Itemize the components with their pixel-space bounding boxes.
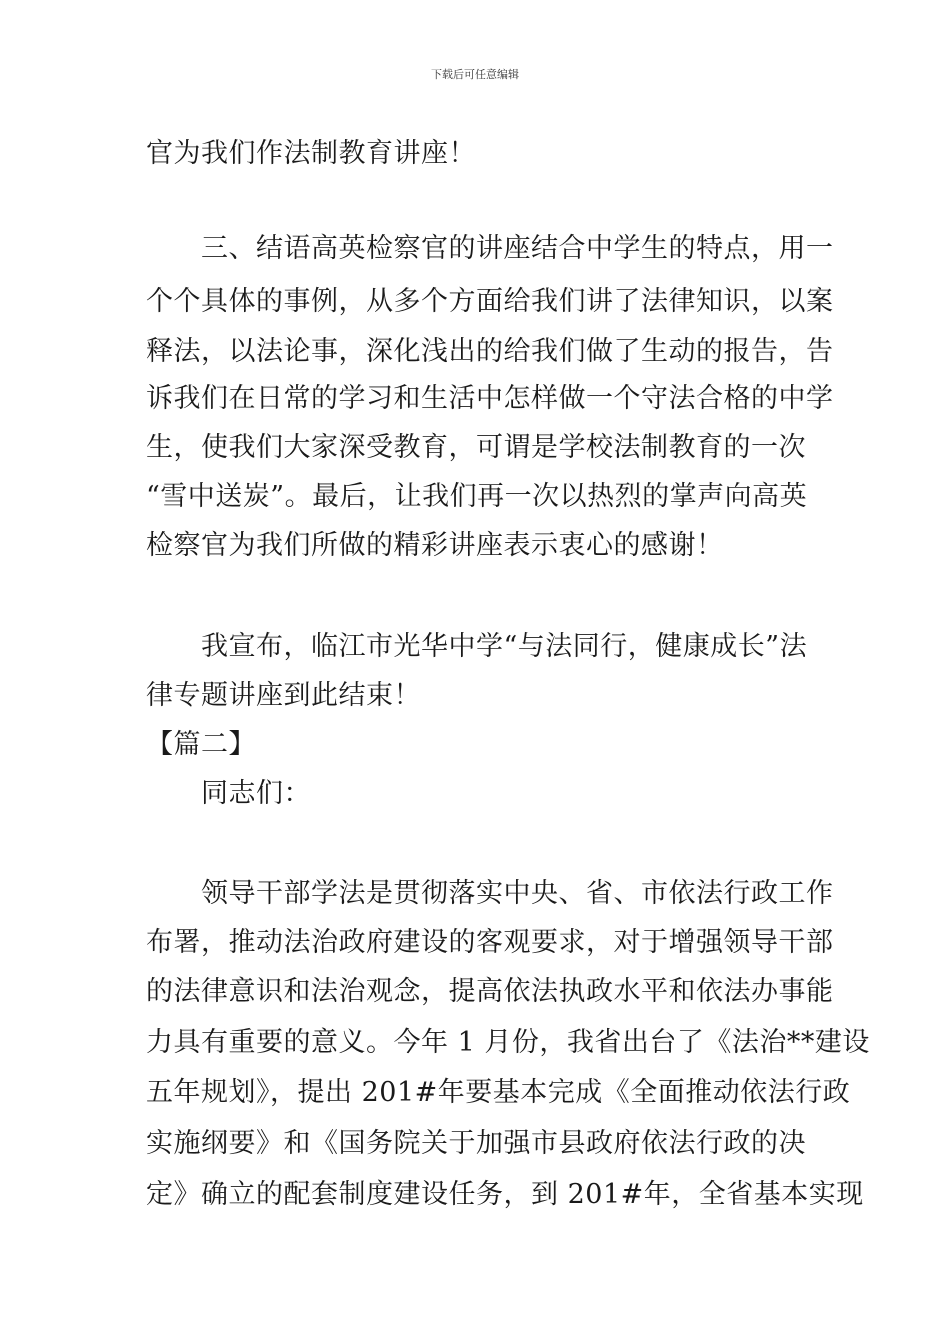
salutation: 同志们： — [146, 778, 311, 809]
text-line: 释法，以法论事，深化浅出的给我们做了生动的报告，告 — [146, 336, 834, 367]
section-heading: 【篇二】 — [146, 729, 256, 760]
text-line: 领导干部学法是贯彻落实中央、省、市依法行政工作 — [146, 878, 834, 909]
text-line: 定》确立的配套制度建设任务，到 201#年，全省基本实现 — [146, 1179, 864, 1210]
text-line: 官为我们作法制教育讲座！ — [146, 138, 476, 169]
text-line: 个个具体的事例，从多个方面给我们讲了法律知识，以案 — [146, 286, 834, 317]
text-line: 生，使我们大家深受教育，可谓是学校法制教育的一次 — [146, 432, 806, 463]
text-line: “雪中送炭”。最后，让我们再一次以热烈的掌声向高英 — [146, 481, 808, 512]
text-line: 五年规划》，提出 201#年要基本完成《全面推动依法行政 — [146, 1077, 851, 1108]
text-line: 力具有重要的意义。今年 1 月份，我省出台了《法治**建设 — [146, 1027, 870, 1058]
text-line: 诉我们在日常的学习和生活中怎样做一个守法合格的中学 — [146, 383, 834, 414]
text-line: 我宣布，临江市光华中学“与法同行，健康成长”法 — [146, 631, 808, 662]
page-header: 下载后可任意编辑 — [431, 68, 519, 81]
text-line: 实施纲要》和《国务院关于加强市县政府依法行政的决 — [146, 1128, 806, 1159]
text-line: 检察官为我们所做的精彩讲座表示衷心的感谢！ — [146, 530, 724, 561]
text-line: 的法律意识和法治观念，提高依法执政水平和依法办事能 — [146, 976, 834, 1007]
text-line: 三、结语高英检察官的讲座结合中学生的特点，用一 — [146, 233, 834, 264]
text-line: 布署，推动法治政府建设的客观要求，对于增强领导干部 — [146, 927, 834, 958]
text-line: 律专题讲座到此结束！ — [146, 680, 421, 711]
